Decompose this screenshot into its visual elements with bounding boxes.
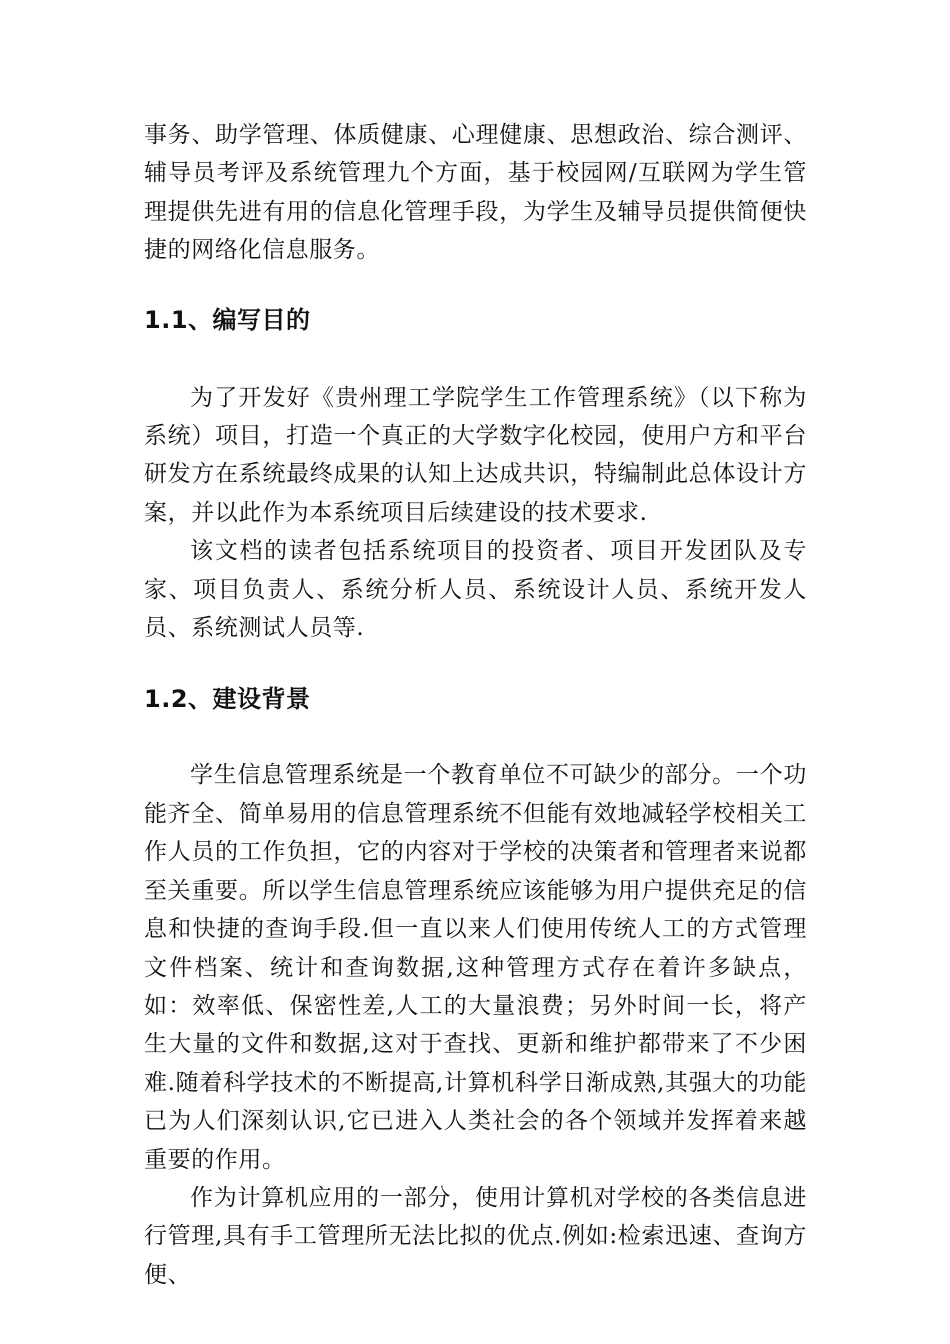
section-1-2-paragraph-2: 作为计算机应用的一部分，使用计算机对学校的各类信息进行管理,具有手工管理所无法比拟的优点.例如:检索迅速、查询方便、 <box>144 1184 807 1288</box>
spacer <box>144 647 807 683</box>
section-1-1-paragraph-2: 该文档的读者包括系统项目的投资者、项目开发团队及专家、项目负责人、系统分析人员、系统设计人员、系统开发人员、系统测试人员等. <box>144 538 807 642</box>
section-heading-1-1: 1.1、编写目的 <box>144 305 311 334</box>
spacer <box>144 270 807 304</box>
section-heading-1-2: 1.2、建设背景 <box>144 685 311 714</box>
section-1-1-paragraph-1: 为了开发好《贵州理工学院学生工作管理系统》（以下称为系统）项目，打造一个真正的大学数字化校园，使用户方和平台研发方在系统最终成果的认知上达成共识，特编制此总体设计方案，并以此作为本系统项目后续建设的技术要求. <box>144 384 807 526</box>
spacer <box>144 715 807 756</box>
section-1-2-paragraph-1: 学生信息管理系统是一个教育单位不可缺少的部分。一个功能齐全、简单易用的信息管理系统不但能有效地减轻学校相关工作人员的工作负担，它的内容对于学校的决策者和管理者来说都至关重要。所以学生信息管理系统应该能够为用户提供充足的信息和快捷的查询手段.但一直以来人们使用传统人工的方式管理文件档案、统计和查询数据,这种管理方式存在着许多缺点，如：效率低、保密性差,人工的大量浪费；另外时间一长，将产生大量的文件和数据,这对于查找、更新和维护都带来了不少困难.随着科学技术的不断提高,计算机科学日渐成熟,其强大的功能已为人们深刻认识,它已进入人类社会的各个领域并发挥着来越重要的作用。 <box>144 762 807 1173</box>
intro-paragraph: 事务、助学管理、体质健康、心理健康、思想政治、综合测评、辅导员考评及系统管理九个方面，基于校园网/互联网为学生管理提供先进有用的信息化管理手段，为学生及辅导员提供简便快捷的网络化信息服务。 <box>144 122 807 264</box>
document-body <box>144 116 807 1294</box>
spacer <box>144 336 807 379</box>
